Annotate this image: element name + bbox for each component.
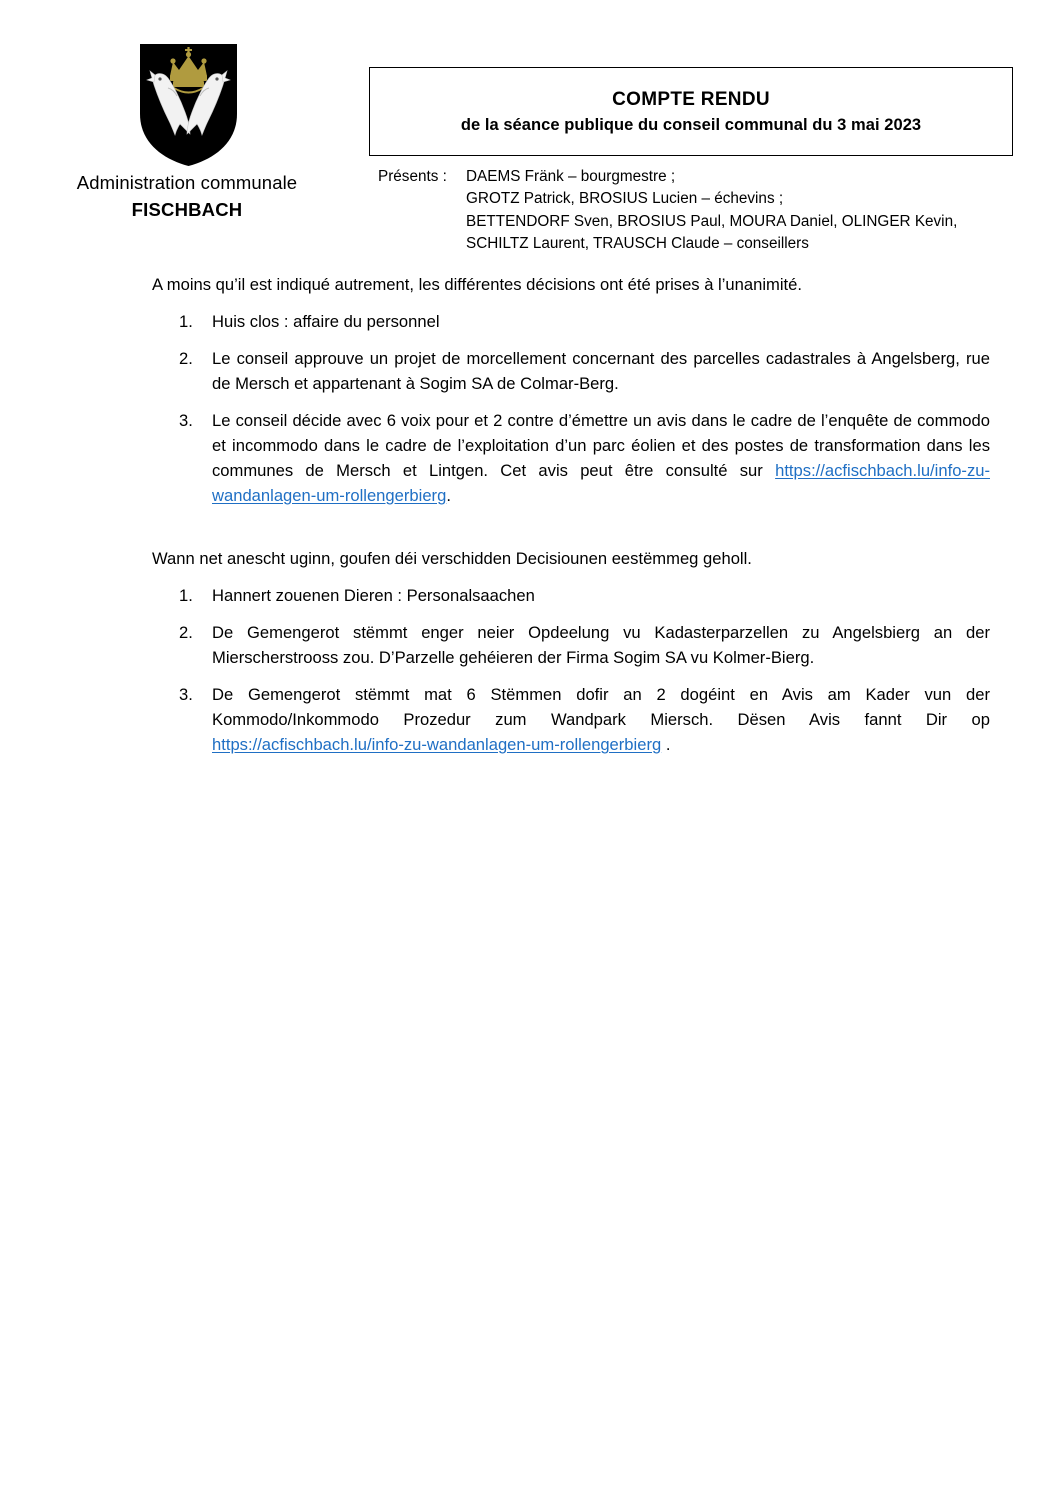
list-item [0, 620, 1058, 670]
list-item-number: 2. [179, 623, 193, 642]
document-header [0, 0, 1058, 265]
section-divider-space [0, 508, 1058, 546]
list-item [0, 583, 1058, 608]
avis-link[interactable]: https://acfischbach.lu/info-zu-wandanlagen-um-rollengerbierg [212, 735, 662, 754]
attendee-line: SCHILTZ Laurent, TRAUSCH Claude – conseillers [466, 235, 809, 253]
attendees-list [466, 166, 998, 256]
list-item-text: Le conseil approuve un projet de morcellement concernant des parcelles cadastrales à Angelsberg, rue de Mersch et appartenant à Sogim SA de Colmar-Berg. [212, 349, 990, 393]
list-item-number: 2. [179, 349, 193, 368]
fischbach-coat-of-arms-icon [137, 42, 240, 168]
document-subtitle: de la séance publique du conseil communal du 3 mai 2023 [460, 115, 922, 134]
section-intro-paragraph: A moins qu’il est indiqué autrement, les différentes décisions ont été prises à l’unanimité. [152, 275, 802, 294]
list-item [0, 309, 1058, 334]
attendee-line: GROTZ Patrick, BROSIUS Lucien – échevins ; [466, 190, 784, 208]
list-item-number: 1. [179, 586, 193, 605]
list-item-text-after: . [661, 735, 671, 754]
list-item [0, 346, 1058, 396]
avis-link[interactable]: https://acfischbach.lu/info-zu-wandanlagen-um-rollengerbierg [212, 461, 990, 505]
attendee-line: DAEMS Fränk – bourgmestre ; [466, 168, 676, 185]
list-item-text: De Gemengerot stëmmt enger neier Opdeelung vu Kadasterparzellen zu Angelsbierg an der Mierscherstrooss zou. D’Parzelle gehéieren der Firma Sogim SA vu Kolmer-Bierg. [212, 623, 990, 667]
list-item [0, 682, 1058, 757]
decision-list-french [0, 309, 1058, 508]
section-intro-paragraph: Wann net anescht uginn, goufen déi verschidden Decisiounen eestëmmeg geholl. [152, 549, 752, 568]
document-body [0, 272, 1058, 757]
organization-line-2: FISCHBACH [131, 198, 243, 220]
list-item-text: Hannert zouenen Dieren : Personalsaachen [212, 586, 535, 605]
list-item-text-before: De Gemengerot stëmmt mat 6 Stëmmen dofir an 2 dogéint en Avis am Kader vun der Kommodo/Inkommodo Prozedur zum Wandpark Miersch. Dësen Avis fannt Dir op [212, 685, 990, 729]
list-item-text: Huis clos : affaire du personnel [212, 312, 440, 331]
attendee-line: BETTENDORF Sven, BROSIUS Paul, MOURA Daniel, OLINGER Kevin, [466, 212, 958, 230]
list-item-text-before: Le conseil décide avec 6 voix pour et 2 contre d’émettre un avis dans le cadre de l’enquête de commodo et incommodo dans le cadre de l’exploitation d’un parc éolien et des postes de transformation dans les communes de Mersch et Lintgen. Cet avis peut être consulté sur [212, 411, 990, 480]
attendees-block [378, 166, 998, 256]
list-item [0, 408, 1058, 508]
organization-name [22, 170, 352, 224]
list-item-text-after: . [446, 486, 451, 505]
list-item-text [212, 408, 990, 508]
decision-list-luxembourgish [0, 583, 1058, 757]
list-item-number: 3. [179, 685, 193, 704]
section-luxembourgish [0, 546, 1058, 757]
document-title: COMPTE RENDU [612, 88, 770, 110]
organization-line-1: Administration communale [76, 172, 298, 193]
list-item-number: 1. [179, 312, 193, 331]
list-item-number: 3. [179, 411, 193, 430]
section-french [0, 272, 1058, 508]
list-item-text [212, 682, 990, 757]
document-title-box [369, 67, 1013, 156]
attendees-label: Présents : [378, 168, 447, 185]
